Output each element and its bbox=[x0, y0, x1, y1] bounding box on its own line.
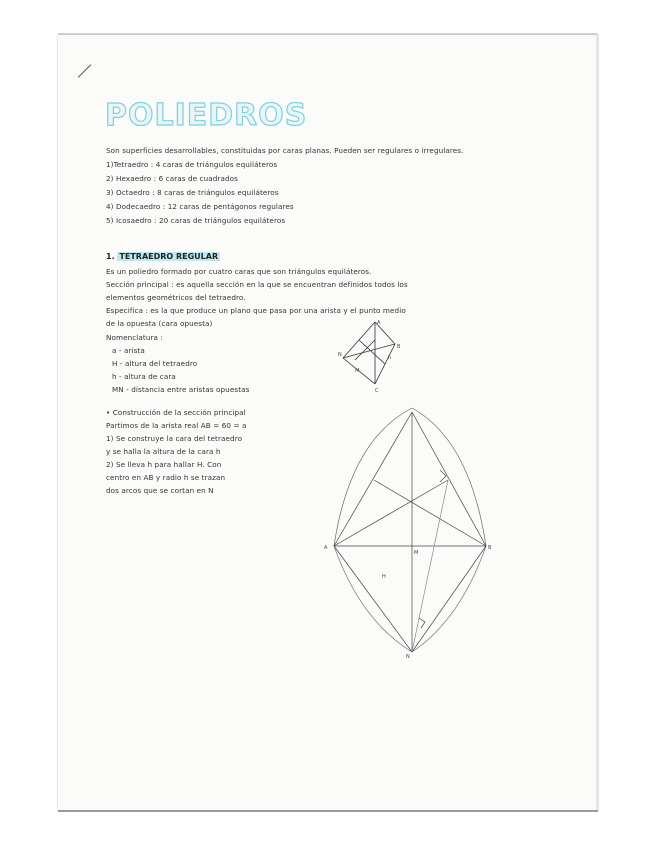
nomenclature-item: H - altura del tetraedro bbox=[112, 359, 198, 368]
principal-section-construction bbox=[320, 400, 500, 660]
nomenclature-item: h - altura de cara bbox=[112, 372, 176, 381]
label-n: N bbox=[338, 352, 342, 358]
intro-line: 3) Octaedro : 8 caras de triángulos equiláteros bbox=[106, 188, 279, 197]
label-height: H bbox=[382, 574, 386, 580]
section-heading bbox=[106, 252, 220, 261]
label-h: h bbox=[388, 355, 392, 361]
label-n: N bbox=[406, 654, 410, 660]
label-a: A bbox=[377, 320, 381, 326]
paper-edge-bottom bbox=[58, 810, 598, 812]
label-m: M bbox=[414, 550, 419, 556]
construction-line: Partimos de la arista real AB = 60 = a bbox=[106, 421, 247, 430]
label-a: A bbox=[324, 545, 328, 551]
construction-line: dos arcos que se cortan en N bbox=[106, 486, 214, 495]
section-line: Especifica : es la que produce un plano que pasa por una arista y el punto medio bbox=[106, 306, 406, 315]
label-b: B bbox=[488, 545, 492, 551]
section-title: TETRAEDRO REGULAR bbox=[119, 252, 219, 261]
section-line: Nomenclatura : bbox=[106, 333, 163, 342]
label-b: B bbox=[397, 344, 401, 350]
nomenclature-item: a - arista bbox=[112, 346, 145, 355]
construction-line: 2) Se lleva h para hallar H. Con bbox=[106, 460, 222, 469]
section-number: 1. bbox=[106, 252, 115, 261]
page-title: POLIEDROS bbox=[105, 98, 308, 133]
section-line: Sección principal : es aquella sección en la que se encuentran definidos todos los bbox=[106, 280, 408, 289]
intro-line: Son superficies desarrollables, constituidas por caras planas. Pueden ser regulares o irregulares. bbox=[106, 146, 464, 155]
paper-edge-right bbox=[596, 35, 599, 810]
intro-line: 4) Dodecaedro : 12 caras de pentágonos regulares bbox=[106, 202, 294, 211]
nomenclature-item: MN - distancia entre aristas opuestas bbox=[112, 385, 250, 394]
section-line: Es un poliedro formado por cuatro caras que son triángulos equiláteros. bbox=[106, 267, 372, 276]
construction-line: • Construcción de la sección principal bbox=[106, 408, 246, 417]
section-line: elementos geométricos del tetraedro. bbox=[106, 293, 246, 302]
construction-line: y se halla la altura de la cara h bbox=[106, 447, 221, 456]
intro-line: 5) Icosaedro : 20 caras de triángulos equiláteros bbox=[106, 216, 286, 225]
section-line: de la opuesta (cara opuesta) bbox=[106, 319, 213, 328]
construction-line: centro en AB y radio h se trazan bbox=[106, 473, 226, 482]
intro-line: 1)Tetraedro : 4 caras de triángulos equiláteros bbox=[106, 160, 278, 169]
intro-line: 2) Hexaedro : 6 caras de cuadrados bbox=[106, 174, 238, 183]
label-c: C bbox=[375, 388, 379, 394]
tetrahedron-sketch bbox=[335, 318, 415, 398]
label-m: M bbox=[355, 368, 360, 374]
construction-line: 1) Se construye la cara del tetraedro bbox=[106, 434, 243, 443]
